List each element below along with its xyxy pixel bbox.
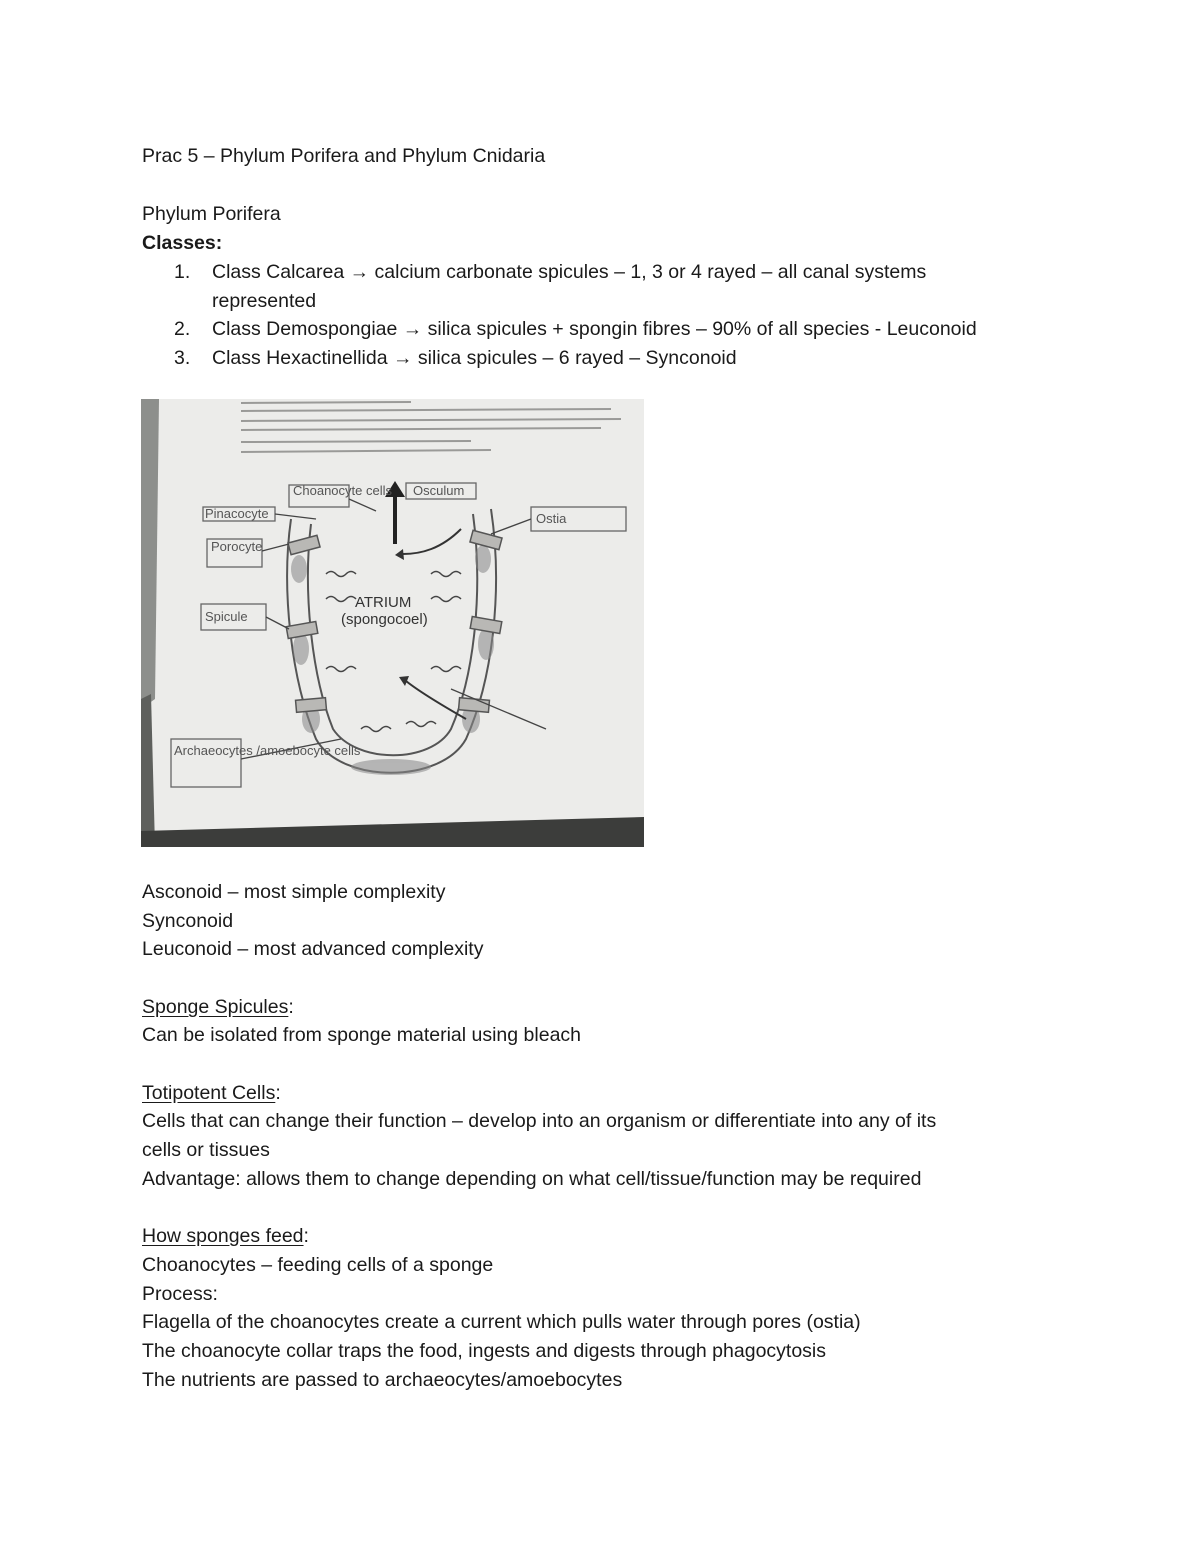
spicule-box-label: Spicule — [205, 609, 248, 624]
sponge-diagram-photo — [141, 399, 644, 847]
list-number: 1. — [174, 261, 191, 283]
ostia-box-label: Ostia — [536, 511, 567, 526]
document-title: Prac 5 – Phylum Porifera and Phylum Cnidaria — [142, 145, 546, 167]
leuconoid-line: Leuconoid – most advanced complexity — [142, 938, 484, 960]
osculum-box-label: Osculum — [413, 483, 465, 498]
totipotent-heading-text: Totipotent Cells — [142, 1082, 276, 1104]
choanocyte-box-label: Choanocyte cells — [293, 483, 392, 498]
feeding-line-5: The nutrients are passed to archaeocytes/amoebocytes — [142, 1369, 623, 1391]
asconoid-line: Asconoid – most simple complexity — [142, 881, 446, 903]
list-number: 3. — [174, 347, 191, 369]
totipotent-line-2: cells or tissues — [142, 1139, 270, 1161]
feeding-line-2: Process: — [142, 1283, 218, 1305]
totipotent-heading: Totipotent Cells: — [142, 1082, 281, 1104]
porocyte-box-label: Porocyte — [211, 539, 263, 554]
spongocoel-label: (spongocoel) — [341, 611, 428, 628]
class-calcarea-continued: represented — [212, 290, 317, 312]
feeding-line-4: The choanocyte collar traps the food, ingests and digests through phagocytosis — [142, 1340, 827, 1362]
class-calcarea: Class Calcarea → calcium carbonate spicules – 1, 3 or 4 rayed – all canal systems — [212, 261, 927, 283]
section-heading: Phylum Porifera — [142, 203, 281, 225]
classes-label: Classes: — [142, 232, 223, 254]
synconoid-line: Synconoid — [142, 910, 234, 932]
spicules-text: Can be isolated from sponge material using bleach — [142, 1024, 582, 1046]
class-demospongiae: Class Demospongiae → silica spicules + spongin fibres – 90% of all species - Leuconoid — [212, 318, 977, 340]
feeding-heading-text: How sponges feed — [142, 1225, 304, 1247]
feeding-line-1: Choanocytes – feeding cells of a sponge — [142, 1254, 494, 1276]
atrium-label: ATRIUM — [355, 594, 412, 611]
class-hexactinellida: Class Hexactinellida → silica spicules – 6 rayed – Synconoid — [212, 347, 737, 369]
spicules-heading-text: Sponge Spicules — [142, 996, 289, 1018]
feeding-heading: How sponges feed: — [142, 1225, 309, 1247]
archaeocytes-box-label: Archaeocytes /amoebocyte cells — [174, 743, 361, 758]
spicules-heading: Sponge Spicules: — [142, 996, 294, 1018]
feeding-line-3: Flagella of the choanocytes create a current which pulls water through pores (ostia) — [142, 1311, 861, 1333]
totipotent-advantage: Advantage: allows them to change depending on what cell/tissue/function may be required — [142, 1168, 922, 1190]
pinacocyte-box-label: Pinacocyte — [205, 506, 269, 521]
totipotent-line-1: Cells that can change their function – develop into an organism or differentiate into any of its — [142, 1110, 937, 1132]
list-number: 2. — [174, 318, 191, 340]
